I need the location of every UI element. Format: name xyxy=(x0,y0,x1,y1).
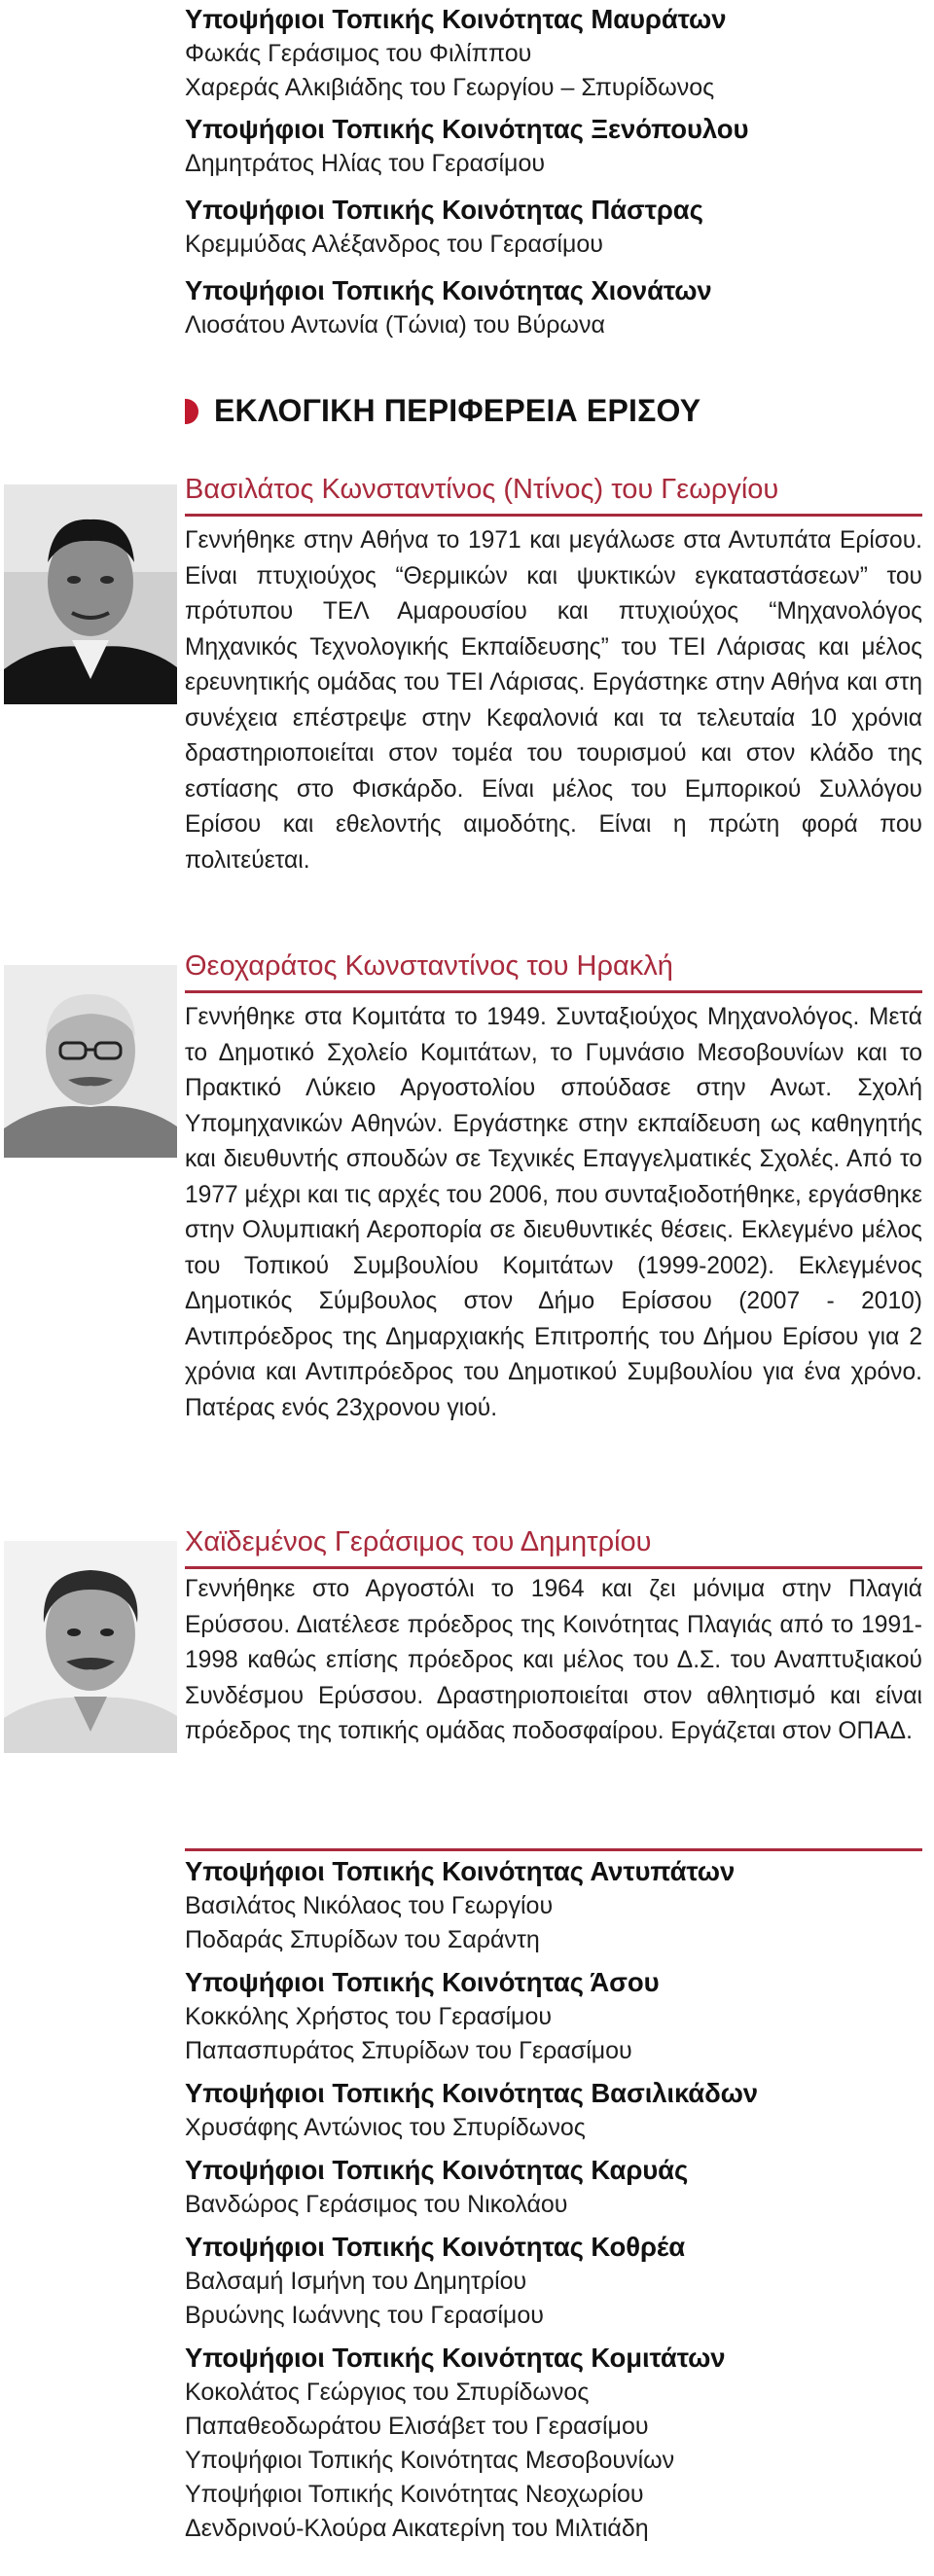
portrait-image xyxy=(4,965,177,1158)
candidate-group-chionaton xyxy=(185,273,922,342)
candidate-group-komitaton xyxy=(185,2341,922,2546)
candidate-group-mavraton xyxy=(185,2,922,105)
candidate-group-title: Υποψήφιοι Τοπικής Κοινότητας Βασιλικάδων xyxy=(185,2078,758,2108)
candidate-group-title: Υποψήφιοι Τοπικής Κοινότητας Κομιτάτων xyxy=(185,2343,726,2373)
candidate-photo xyxy=(4,484,177,704)
candidate-name: Δενδρινού-Κλούρα Αικατερίνη του Μιλτιάδη xyxy=(185,2515,649,2542)
candidate-name: Λιοσάτου Αντωνία (Τώνια) του Βύρωνα xyxy=(185,311,605,339)
candidate-group-title: Υποψήφιοι Τοπικής Κοινότητας Πάστρας xyxy=(185,195,703,225)
candidate-name: Ποδαράς Σπυρίδων του Σαράντη xyxy=(185,1926,540,1953)
candidate-group-asou xyxy=(185,1965,922,2068)
candidate-group-title: Υποψήφιοι Τοπικής Κοινότητας Καρυάς xyxy=(185,2155,689,2185)
candidate-name: Βρυώνης Ιωάννης του Γερασίμου xyxy=(185,2302,544,2329)
candidate-group-title: Υποψήφιοι Τοπικής Κοινότητας Ξενόπουλου xyxy=(185,114,749,144)
candidate-name: Υποψήφιοι Τοπικής Κοινότητας Νεοχωρίου xyxy=(185,2481,644,2508)
candidate-group-title: Υποψήφιοι Τοπικής Κοινότητας Αντυπάτων xyxy=(185,1856,736,1886)
section-divider xyxy=(185,1848,922,1851)
candidate-group-pastras xyxy=(185,193,922,262)
candidate-name-heading: Θεοχαράτος Κωνσταντίνος του Ηρακλή xyxy=(185,948,922,993)
candidate-name: Παπασπυράτος Σπυρίδων του Γερασίμου xyxy=(185,2037,632,2064)
candidate-name: Παπαθεοδωράτου Ελισάβετ του Γερασίμου xyxy=(185,2413,649,2440)
candidate-group-title: Υποψήφιοι Τοπικής Κοινότητας Κοθρέα xyxy=(185,2232,686,2262)
candidate-name: Φωκάς Γεράσιμος του Φιλίππου xyxy=(185,40,532,67)
section-marker-icon xyxy=(185,399,198,424)
candidate-name: Χρυσάφης Αντώνιος του Σπυρίδωνος xyxy=(185,2114,586,2141)
candidate-group-antypaton xyxy=(185,1854,922,1957)
candidate-bio-text: Γεννήθηκε στην Αθήνα το 1971 και μεγάλωσε στα Αντυπάτα Ερίσου. Είναι πτυχιούχος “Θερμικών και ψυκτικών εγκαταστάσεων” του πρότυπου ΤΕΛ Αμαρουσίου και πτυχιούχος “Μηχανολόγος Μηχανικός Τεχνολογικής Εκπαίδευσης” του ΤΕΙ Λάρισας και μέλος ερευνητικής ομάδας του ΤΕΙ Λάρισας. Εργάστηκε στην Αθήνα και στη συνέχεια επέστρεψε στην Κεφαλονιά και τα τελευταία 10 χρόνια δραστηριοποιείται στον τομέα του τουρισμού και στον κλάδο της εστίασης στο Φισκάρδο. Είναι μέλος του Εμπορικού Συλλόγου Ερίσου και εθελοντής αιμοδότης. Είναι η πρώτη φορά που πολιτεύεται. xyxy=(185,527,922,874)
candidate-group-title: Υποψήφιοι Τοπικής Κοινότητας Άσου xyxy=(185,1967,660,1997)
candidate-group-title: Υποψήφιοι Τοπικής Κοινότητας Μαυράτων xyxy=(185,4,727,34)
candidate-photo xyxy=(4,965,177,1158)
candidate-name: Κοκολάτος Γεώργιος του Σπυρίδωνος xyxy=(185,2379,590,2406)
candidate-group-title: Υποψήφιοι Τοπικής Κοινότητας Χιονάτων xyxy=(185,275,712,305)
candidate-name-heading: Βασιλάτος Κωνσταντίνος (Ντίνος) του Γεωργίου xyxy=(185,471,922,517)
district-heading xyxy=(185,393,700,429)
candidate-bio-text: Γεννήθηκε στα Κομιτάτα το 1949. Συνταξιούχος Μηχανολόγος. Μετά το Δημοτικό Σχολείο Κομιτάτων, το Γυμνάσιο Μεσοβουνίων και το Πρακτικό Λύκειο Αργοστολίου σπούδασε στην Ανωτ. Σχολή Υπομηχανικών Αθηνών. Εργάστηκε στην εκπαίδευση ως καθηγητής και διευθυντής σπουδών σε Τεχνικές Επαγγελματικές Σχολές. Από το 1977 μέχρι και τις αρχές του 2006, που συνταξιοδοτήθηκε, εργάσθηκε στην Ολυμπιακή Αεροπορία σε διευθυντικές θέσεις. Εκλεγμένο μέλος του Τοπικού Συμβουλίου Κομιτάτων (1999-2002). Εκλεγμένος Δημοτικός Σύμβουλος στον Δήμο Ερίσσου (2007 - 2010) Αντιπρόεδρος της Δημαρχιακής Επιτροπής του Δήμου Ερίσου για 2 χρόνια και Αντιπρόεδρος του Δημοτικού Συμβουλίου για ένα χρόνο. Πατέρας ενός 23χρονου γιού. xyxy=(185,1004,922,1421)
candidate-name: Υποψήφιοι Τοπικής Κοινότητας Μεσοβουνίων xyxy=(185,2447,675,2474)
candidate-name: Δημητράτος Ηλίας του Γερασίμου xyxy=(185,150,546,177)
bottom-candidate-lists xyxy=(185,1854,922,2546)
candidate-name: Βανδώρος Γεράσιμος του Νικολάου xyxy=(185,2191,568,2218)
candidate-group-xenopoulou xyxy=(185,112,922,181)
district-title: ΕΚΛΟΓΙΚΗ ΠΕΡΙΦΕΡΕΙΑ ΕΡΙΣΟΥ xyxy=(214,393,701,428)
candidate-name: Χαρεράς Αλκιβιάδης του Γεωργίου – Σπυρίδωνος xyxy=(185,74,715,101)
candidate-name: Βασιλάτος Νικόλαος του Γεωργίου xyxy=(185,1892,554,1919)
candidate-bio-text: Γεννήθηκε στο Αργοστόλι το 1964 και ζει μόνιμα στην Πλαγιά Ερύσσου. Διατέλεσε πρόεδρος της Κοινότητας Πλαγιάς από το 1991-1998 καθώς επίσης πρόεδρος και μέλος του Δ.Σ. του Αναπτυξιακού Συνδέσμου Ερύσσου. Δραστηριοποιείται στον αθλητισμό και είναι πρόεδρος της τοπικής ομάδας ποδοσφαίρου. Εργάζεται στον ΟΠΑΔ. xyxy=(185,1576,922,1744)
candidate-name-heading: Χαϊδεμένος Γεράσιμος του Δημητρίου xyxy=(185,1523,922,1569)
portrait-image xyxy=(4,1541,177,1753)
candidate-name: Κρεμμύδας Αλέξανδρος του Γερασίμου xyxy=(185,231,603,258)
candidate-group-karyas xyxy=(185,2153,922,2222)
candidate-photo xyxy=(4,1541,177,1753)
candidate-name: Βαλσαμή Ισμήνη του Δημητρίου xyxy=(185,2268,527,2295)
candidate-name: Κοκκόλης Χρήστος του Γερασίμου xyxy=(185,2003,553,2030)
portrait-image xyxy=(4,484,177,704)
candidate-group-vasilikadon xyxy=(185,2076,922,2145)
top-candidate-lists xyxy=(185,2,922,342)
candidate-group-kothrea xyxy=(185,2230,922,2333)
